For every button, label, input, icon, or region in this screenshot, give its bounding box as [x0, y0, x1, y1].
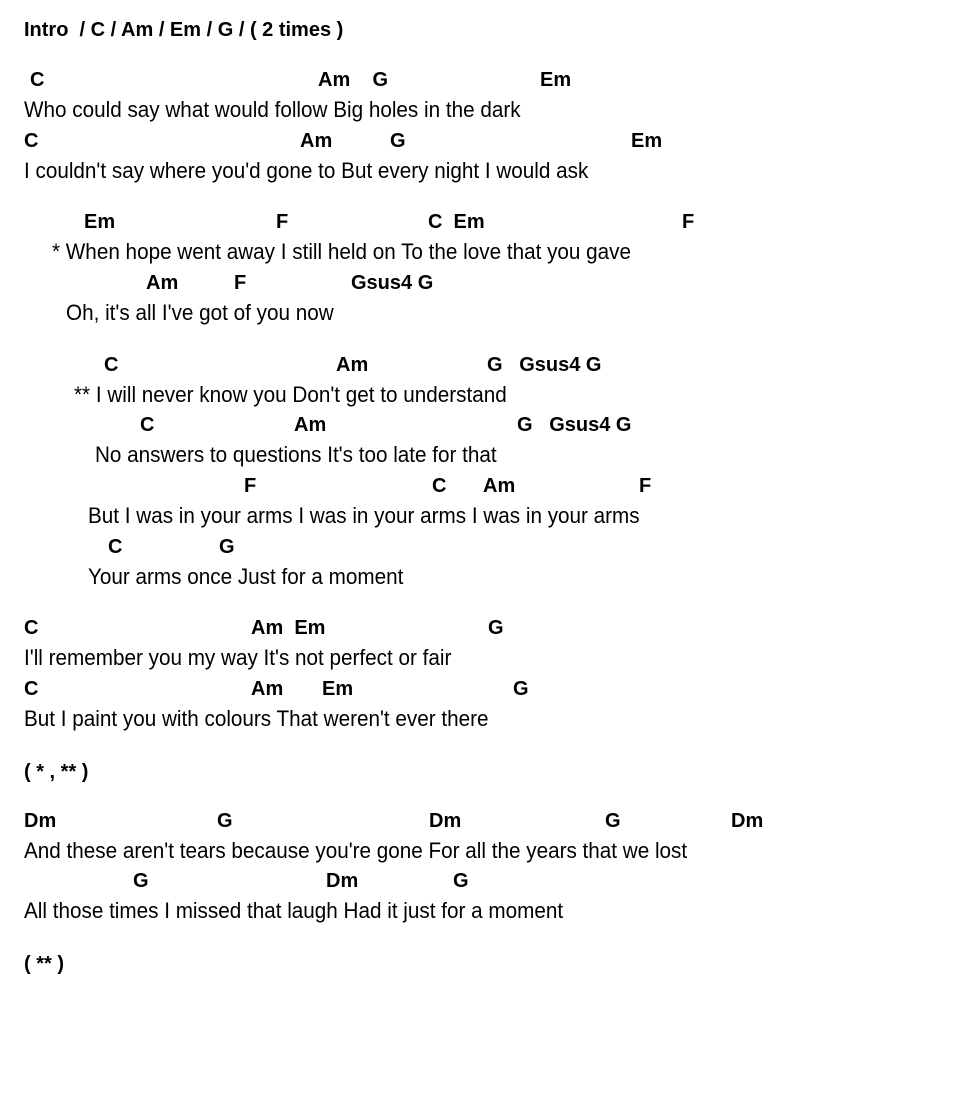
chord: Am G: [318, 69, 389, 91]
chord: C: [140, 414, 155, 436]
chord: G Gsus4 G: [517, 414, 632, 436]
repeat-marker: ( ** ): [24, 953, 64, 975]
lyric-line: Your arms once Just for a moment: [88, 564, 404, 589]
chord: G: [488, 617, 504, 639]
chord: Dm: [24, 810, 57, 832]
chord: Gsus4 G: [351, 272, 434, 294]
chord: Am: [336, 354, 369, 376]
chord: G: [219, 536, 235, 558]
chord: C Em: [428, 211, 485, 233]
chord: G: [513, 678, 529, 700]
lyric-line: But I was in your arms I was in your arms I was in your arms: [88, 503, 640, 528]
chord: G: [390, 130, 406, 152]
chord: F: [234, 272, 247, 294]
chord: C: [104, 354, 119, 376]
chord: F: [244, 475, 257, 497]
chord: F: [682, 211, 695, 233]
chord: Dm: [326, 870, 359, 892]
chord: C: [432, 475, 447, 497]
chord: G Gsus4 G: [487, 354, 602, 376]
lyric-line: And these aren't tears because you're gone For all the years that we lost: [24, 838, 688, 863]
lyric-line: Who could say what would follow Big holes in the dark: [24, 97, 521, 122]
lyric-line: I'll remember you my way It's not perfect or fair: [24, 645, 452, 670]
chord: Dm: [731, 810, 764, 832]
chord: Em: [631, 130, 663, 152]
lyric-line: But I paint you with colours That weren't ever there: [24, 706, 489, 731]
chord: G: [605, 810, 621, 832]
chord: C: [24, 130, 39, 152]
chord: F: [639, 475, 652, 497]
lyric-line: I couldn't say where you'd gone to But every night I would ask: [24, 158, 589, 183]
lyric-line: ** I will never know you Don't get to understand: [74, 382, 507, 407]
chord: Am: [146, 272, 179, 294]
chord: G: [217, 810, 233, 832]
chord: C: [108, 536, 123, 558]
intro-line: Intro / C / Am / Em / G / ( 2 times ): [24, 19, 344, 41]
lyric-line: All those times I missed that laugh Had it just for a moment: [24, 898, 564, 923]
chord: F: [276, 211, 289, 233]
repeat-marker: ( * , ** ): [24, 761, 89, 783]
chord: Em: [84, 211, 116, 233]
chord: C: [24, 617, 39, 639]
lyric-line: * When hope went away I still held on To the love that you gave: [52, 239, 632, 264]
chord: C: [30, 69, 45, 91]
lyric-line: No answers to questions It's too late for that: [95, 442, 497, 467]
chord: Am: [483, 475, 516, 497]
chord: Am: [251, 678, 284, 700]
chord: Em: [322, 678, 354, 700]
chord: Em: [540, 69, 572, 91]
chord: Am: [294, 414, 327, 436]
chord: Dm: [429, 810, 462, 832]
lyric-line: Oh, it's all I've got of you now: [66, 300, 334, 325]
chord: Am Em: [251, 617, 326, 639]
chord: G: [453, 870, 469, 892]
chord: G: [133, 870, 149, 892]
chord: C: [24, 678, 39, 700]
chord: Am: [300, 130, 333, 152]
